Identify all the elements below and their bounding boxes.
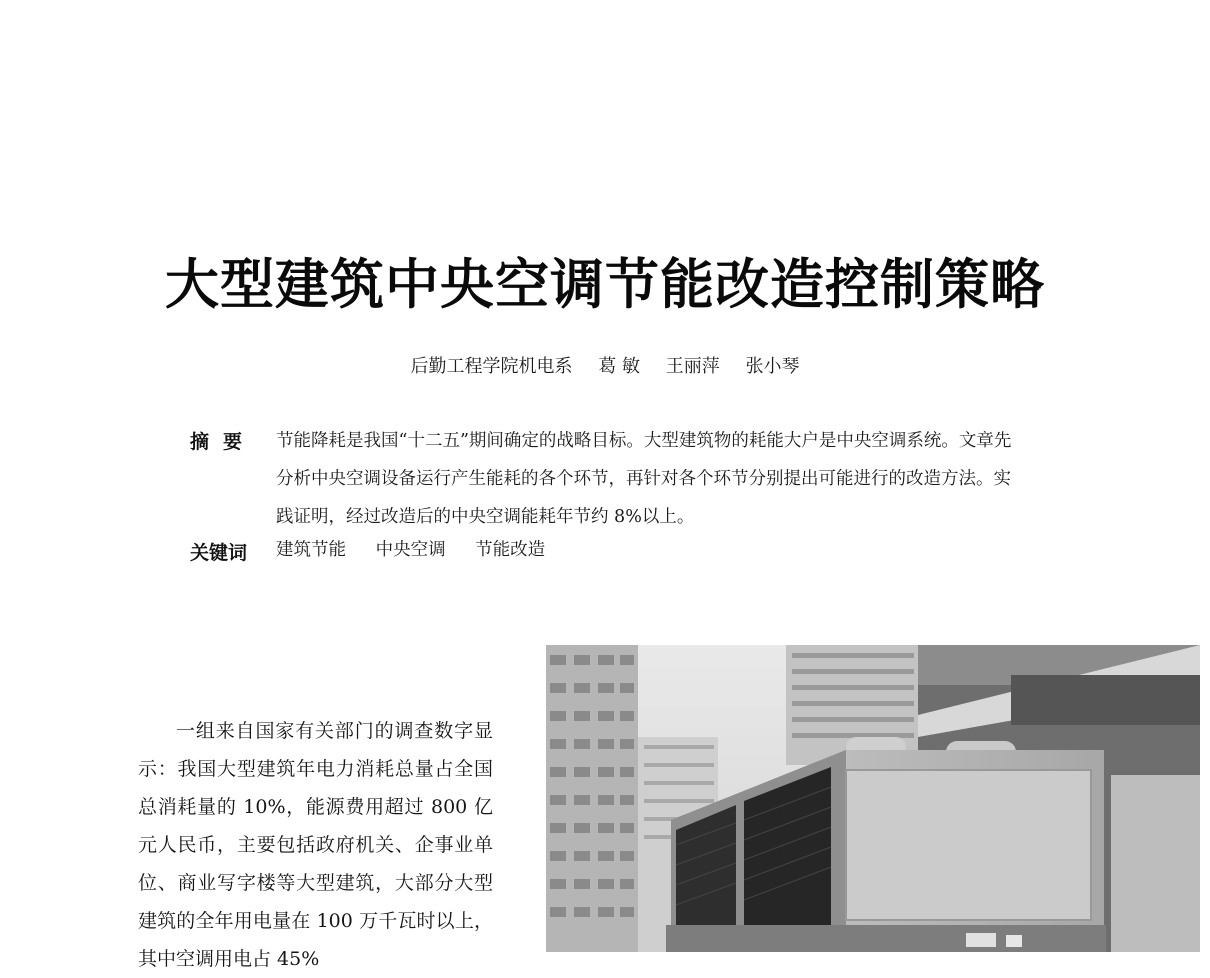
photo-icon [546, 645, 1200, 952]
keywords-label: 关键词 [190, 542, 248, 564]
author-line [0, 352, 1210, 378]
page-title: 大型建筑中央空调节能改造控制策略 [165, 253, 1045, 316]
affiliation: 后勤工程学院机电系 [410, 356, 573, 377]
keyword-2: 中央空调 [375, 540, 446, 560]
author-1: 葛 敏 [598, 356, 640, 377]
author-2: 王丽萍 [665, 356, 720, 377]
keyword-3: 节能改造 [475, 540, 546, 560]
abstract-text: 节能降耗是我国“十二五”期间确定的战略目标。大型建筑物的耗能大户是中央空调系统。文章先分析中央空调设备运行产生能耗的各个环节，再针对各个环节分别提出可能进行的改造方法。实践证明，经过改造后的中央空调能耗年节约 8%以上。 [276, 431, 1012, 527]
abstract-label: 摘要 [190, 431, 257, 453]
author-3: 张小琴 [745, 356, 800, 377]
keyword-1: 建筑节能 [276, 540, 346, 560]
body-paragraph: 一组来自国家有关部门的调查数字显示：我国大型建筑年电力消耗总量占全国总消耗量的 10%，能源费用超过 800 亿元人民币，主要包括政府机关、企事业单位、商业写字楼等大型建筑，大部分大型建筑的全年用电量在 100 万千瓦时以上，其中空调用电占 45% [138, 720, 493, 970]
keywords-list [276, 536, 569, 561]
hvac-rooftop-photo [546, 645, 1200, 952]
